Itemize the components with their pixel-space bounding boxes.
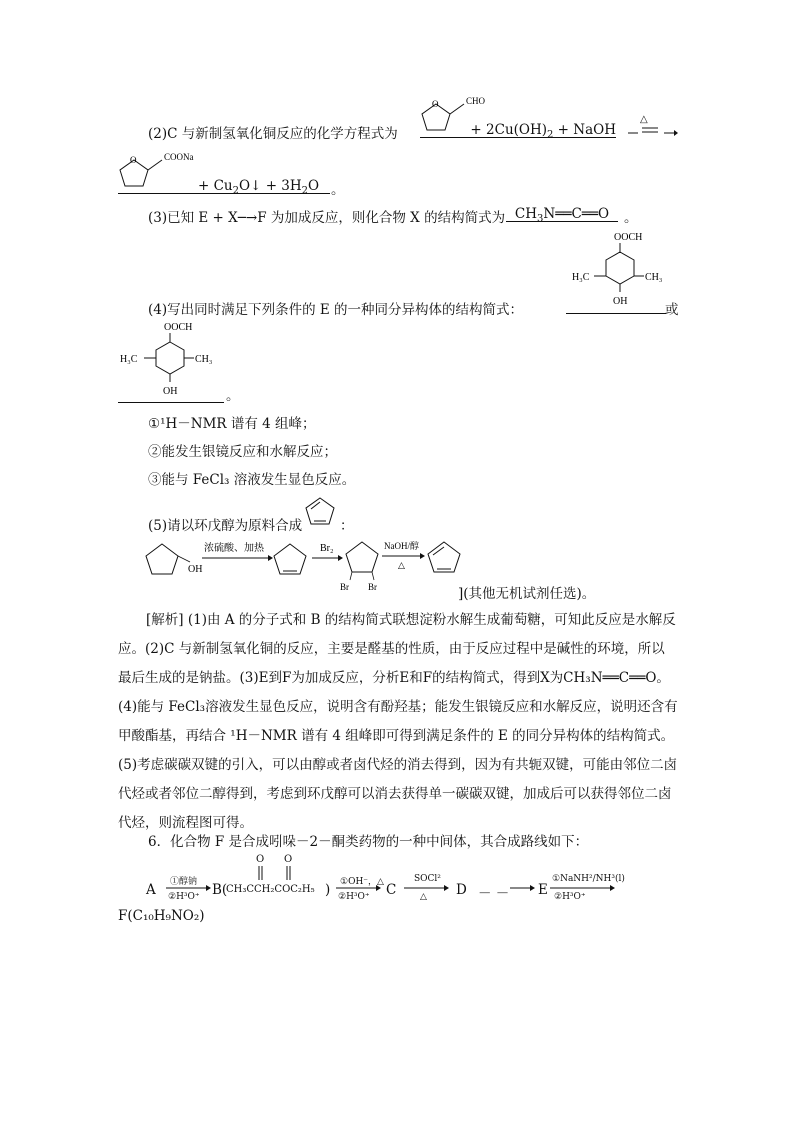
q3-text: (3)已知 E + X─→F 为加成反应，则化合物 X 的结构简式为 — [148, 210, 506, 226]
q2-heat-arrow: △ — [628, 116, 678, 143]
q4-answer-blank-1 — [566, 298, 666, 314]
svg-text:H₃C: H₃C — [120, 354, 138, 365]
svg-text:OOCH: OOCH — [614, 232, 643, 243]
svg-text:OH: OH — [163, 386, 178, 396]
q2-naoh: + NaOH — [553, 122, 616, 138]
q4-condition-1: ①¹H－NMR 谱有 4 组峰； — [148, 416, 316, 432]
cho-label: CHO — [466, 96, 486, 106]
svg-text:△: △ — [398, 560, 405, 570]
svg-text:Br₂: Br₂ — [320, 543, 334, 554]
q4-condition-3: ③能与 FeCl₃ 溶液发生显色反应。 — [148, 472, 356, 488]
svg-text:OOCH: OOCH — [164, 322, 193, 333]
q4-condition-2: ②能发生银镜反应和水解反应； — [148, 444, 337, 460]
q2-prefix: (2)C 与新制氢氧化铜反应的化学方程式为 — [148, 126, 398, 142]
isomer-structure-2 — [118, 318, 228, 396]
analysis-tag: [解析] — [146, 612, 184, 628]
q5-text: (5)请以环戊醇为原料合成 — [148, 518, 303, 534]
svg-text:Br: Br — [368, 582, 377, 592]
q2-cuoh2: + 2Cu(OH) — [470, 122, 548, 138]
svg-text:OH: OH — [613, 296, 628, 306]
svg-text:Br: Br — [340, 582, 349, 592]
svg-text:CH₃: CH₃ — [645, 272, 663, 283]
q3-answer: $CH_3N══C══O$ — [506, 206, 618, 222]
q6-title: 6．化合物 F 是合成吲哚－2－酮类药物的一种中间体，其合成路线如下： — [148, 834, 589, 850]
svg-text:NaOH/醇: NaOH/醇 — [384, 541, 419, 551]
analysis-text: (1)由 A 的分子式和 B 的结构简式联想淀粉水解生成葡萄糖，可知此反应是水解反应。(2)C 与新制氢氧化铜的反应，主要是醛基的性质，由于反应过程中是碱性的环境，所以最后生成的是钠盐。(3)E到F为加成反应，分析E和F的结构简式，得到X为CH₃N══C══O。(4)能与 FeCl₃溶液发生显色反应，说明含有酚羟基；能发生银镜反应和水解反应，说明还含有甲酸酯基，再结合 ¹H－NMR 谱有 4 组峰即可得到满足条件的 E 的同分异构体的结构简式。(5)考虑碳碳双键的引入，可以由醇或者卤代烃的消去得到，因为有共轭双键，可能由邻位二卤代烃或者邻位二醇得到，考虑到环戊醇可以消去获得单一碳碳双键，加成后可以获得邻位二卤代烃，则流程图可得。 — [118, 612, 678, 831]
q4-answer-blank-2 — [118, 390, 224, 403]
q4-text: (4)写出同时满足下列条件的 E 的一种同分异构体的结构简式： — [148, 302, 524, 318]
q2-reactants: + $2Cu(OH)_2$ + NaOH — [420, 122, 616, 138]
coona-label: COONa — [164, 152, 194, 162]
svg-text:O: O — [130, 155, 137, 165]
svg-text:H₃C: H₃C — [572, 272, 590, 283]
q2-products: + $Cu_2O↓ + 3H_2O$ — [118, 178, 330, 194]
svg-text:CH₃: CH₃ — [195, 354, 213, 365]
analysis-block — [118, 606, 678, 838]
svg-text:浓硫酸、加热: 浓硫酸、加热 — [204, 543, 264, 554]
svg-text:OH: OH — [188, 564, 203, 575]
q6-product-f: F(C₁₀H₉NO₂) — [118, 908, 205, 924]
q5-synthesis-route — [142, 536, 482, 592]
ring-oxygen: O — [432, 99, 439, 109]
isomer-structure-1 — [568, 228, 678, 306]
cyclopentadiene-target — [302, 494, 338, 530]
q6-synthesis-route: A ①醇钠 ②H³O⁺ B( O O CH₃CCH₂COC₂H₅ ) ①OH⁻，△ ②H³O⁺ C SOCl² △ D － － E ①NaNH²/NH³(l) ②H³O⁺ — [146, 854, 625, 902]
q5-tail: ](其他无机试剂任选)。 — [458, 586, 596, 602]
